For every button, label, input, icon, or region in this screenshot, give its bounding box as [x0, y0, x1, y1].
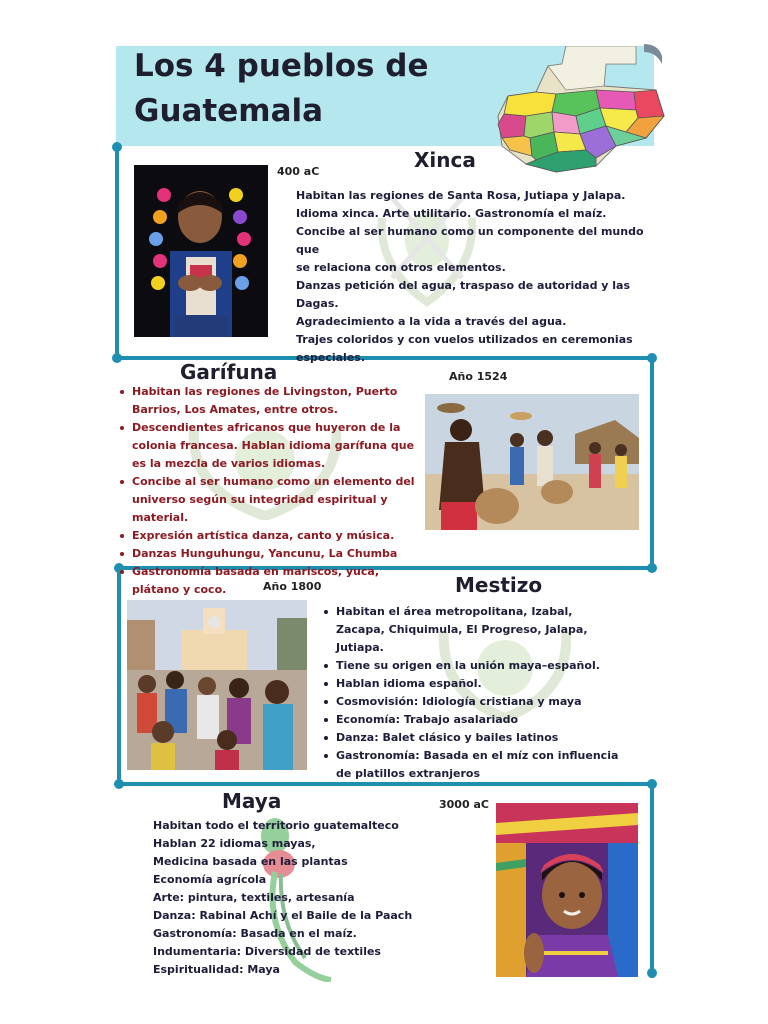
- xinca-era: 400 aC: [277, 165, 320, 178]
- garifuna-title: Garífuna: [180, 360, 278, 384]
- mestizo-bullet: Gastronomía: Basada en el míz con influencia de platillos extranjeros: [322, 747, 622, 783]
- garifuna-bullet: Gastronomía basada en mariscos, yuca, plátano y coco.: [118, 563, 428, 599]
- garifuna-bullet: Habitan las regiones de Livingston, Puerto Barrios, Los Amates, entre otros.: [118, 383, 428, 419]
- mestizo-bullet: Economía: Trabajo asalariado: [322, 711, 622, 729]
- mestizo-title: Mestizo: [455, 573, 543, 597]
- timeline-line: [115, 146, 119, 358]
- garifuna-bullet: Danzas Hunguhungu, Yancunu, La Chumba: [118, 545, 428, 563]
- timeline-dot: [112, 142, 122, 152]
- timeline-dot: [112, 353, 122, 363]
- xinca-line: Habitan las regiones de Santa Rosa, Jutiapa y Jalapa.: [296, 189, 626, 202]
- timeline-line: [650, 356, 654, 568]
- timeline-dot: [647, 968, 657, 978]
- mestizo-bullet: Danza: Balet clásico y bailes latinos: [322, 729, 622, 747]
- timeline-dot: [647, 563, 657, 573]
- corner-ornament: [640, 42, 666, 66]
- garifuna-bullet: Concibe al ser humano como un elemento del universo según su integridad espiritual y material.: [118, 473, 428, 527]
- maya-line: Medicina basada en las plantas: [153, 855, 348, 868]
- maya-line: Habitan todo el territorio guatemalteco: [153, 819, 399, 832]
- garifuna-bullet: Expresión artística danza, canto y música.: [118, 527, 428, 545]
- xinca-line: Danzas petición del agua, traspaso de autoridad y las Dagas.: [296, 279, 631, 310]
- timeline-dot: [114, 779, 124, 789]
- xinca-line: Agradecimiento a la vida a través del agua.: [296, 315, 567, 328]
- mestizo-era: Año 1800: [263, 580, 322, 593]
- maya-era: 3000 aC: [439, 798, 489, 811]
- maya-line: Danza: Rabinal Achí y el Baile de la Paach: [153, 909, 413, 922]
- garifuna-era: Año 1524: [449, 370, 508, 383]
- maya-line: Gastronomía: Basada en el maíz.: [153, 927, 357, 940]
- xinca-line: especiales.: [296, 351, 366, 364]
- page-title: Los 4 pueblos de Guatemala: [134, 48, 429, 129]
- xinca-description: [296, 187, 668, 367]
- garifuna-description: [118, 383, 428, 599]
- maya-line: Arte: pintura, textiles, artesanía: [153, 891, 355, 904]
- xinca-line: Concibe al ser humano como un componente del mundo que: [296, 225, 644, 256]
- maya-girl-photo: [496, 803, 638, 977]
- mestizo-bullet: Hablan idioma español.: [322, 675, 622, 693]
- xinca-line: Idioma xinca. Arte utilitario. Gastronomía el maíz.: [296, 207, 607, 220]
- garifuna-dance-photo: [425, 394, 639, 530]
- mestizo-description: [322, 603, 622, 783]
- mestizo-bullet: Cosmovisión: Idiología cristiana y maya: [322, 693, 622, 711]
- maya-line: Economía agrícola: [153, 873, 267, 886]
- xinca-line: se relaciona con otros elementos.: [296, 261, 506, 274]
- xinca-title: Xinca: [414, 148, 476, 172]
- mestizo-bullet: Tiene su origen en la unión maya–español.: [322, 657, 622, 675]
- maya-title: Maya: [222, 789, 282, 813]
- xinca-line: Trajes coloridos y con vuelos utilizados en ceremonias: [296, 333, 633, 346]
- maya-line: Hablan 22 idiomas mayas,: [153, 837, 316, 850]
- mestizo-crowd-photo: [127, 600, 307, 770]
- maya-description: [153, 817, 453, 979]
- xinca-girl-photo: [134, 165, 268, 337]
- maya-line: Espiritualidad: Maya: [153, 963, 280, 976]
- mestizo-bullet: Habitan el área metropolitana, Izabal, Zacapa, Chiquimula, El Progreso, Jalapa, Jutiapa.: [322, 603, 622, 657]
- timeline-dot: [647, 779, 657, 789]
- timeline-line: [650, 782, 654, 978]
- maya-line: Indumentaria: Diversidad de textiles: [153, 945, 381, 958]
- garifuna-bullet: Descendientes africanos que huyeron de la colonia francesa. Hablan idioma garífuna que es la mezcla de varios idiomas.: [118, 419, 428, 473]
